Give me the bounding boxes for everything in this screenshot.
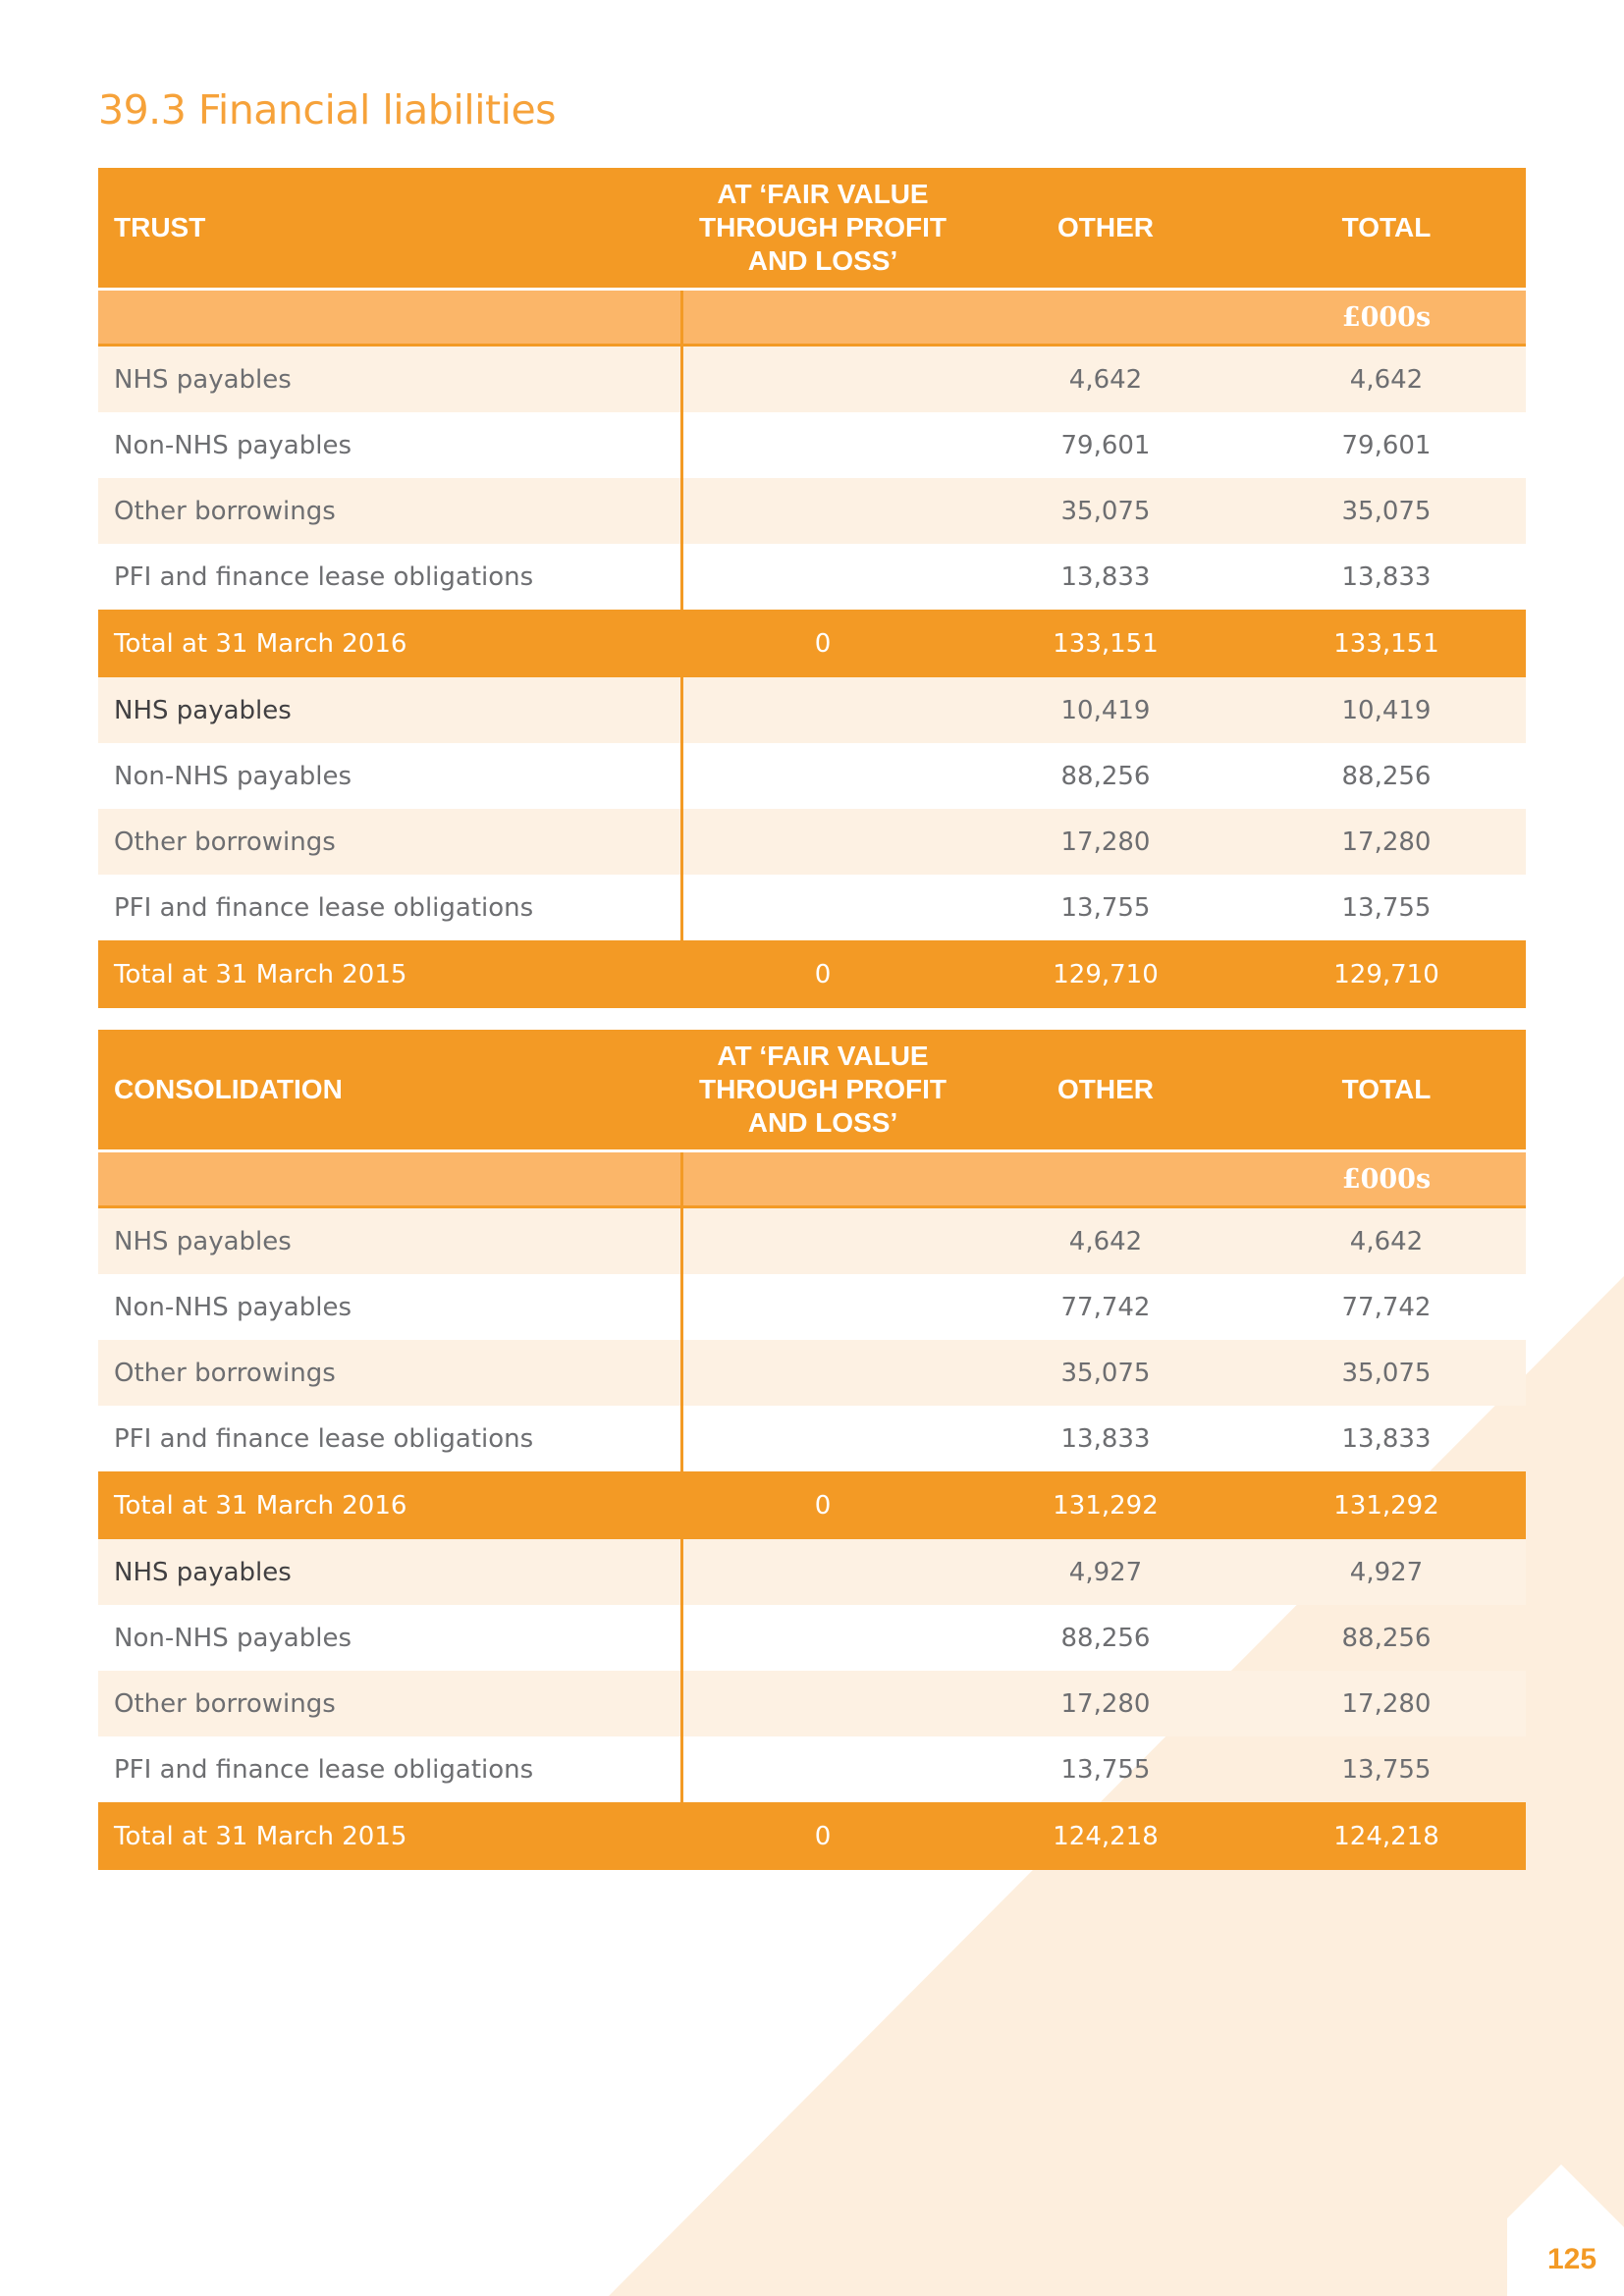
row-label: Other borrowings	[98, 809, 681, 875]
cell-fvtpl	[681, 1274, 964, 1340]
cell-total: 13,833	[1341, 561, 1432, 592]
table-row	[98, 1340, 1526, 1406]
row-label: Non-NHS payables	[114, 1623, 352, 1653]
cell-fvtpl	[681, 875, 964, 940]
unit-row	[98, 290, 1526, 346]
row-label: Non-NHS payables	[114, 1292, 352, 1322]
table-row	[98, 1406, 1526, 1471]
row-label: NHS payables	[98, 346, 681, 413]
table-label: CONSOLIDATION	[98, 1030, 681, 1151]
table-row	[98, 1736, 1526, 1802]
cell-total: 133,151	[1247, 610, 1526, 677]
unit-row	[98, 1151, 1526, 1207]
cell-fvtpl	[681, 1736, 964, 1802]
table-row	[98, 412, 1526, 478]
cell-fvtpl	[681, 412, 964, 478]
section-title: 39.3 Financial liabilities	[98, 86, 557, 133]
cell-total: 35,075	[1247, 1340, 1526, 1406]
cell-fvtpl	[681, 1605, 964, 1671]
trust-table	[98, 168, 1526, 1008]
total-row	[98, 1802, 1526, 1870]
table-row	[98, 677, 1526, 743]
cell-other: 133,151	[964, 610, 1247, 677]
row-label: Total at 31 March 2016	[98, 1471, 681, 1539]
consolidation-table	[98, 1030, 1526, 1870]
col-header-other: OTHER	[964, 168, 1247, 290]
cell-total: 79,601	[1341, 430, 1432, 460]
cell-other: 13,755	[1060, 892, 1151, 923]
total-row	[98, 940, 1526, 1008]
cell-total: 13,755	[1341, 892, 1432, 923]
cell-fvtpl	[681, 544, 964, 610]
row-label: PFI and finance lease obligations	[114, 892, 534, 923]
table-header-row	[98, 168, 1526, 290]
cell-total: 4,927	[1247, 1539, 1526, 1605]
cell-total: 129,710	[1247, 940, 1526, 1008]
total-row	[98, 610, 1526, 677]
col-header-other: OTHER	[964, 1030, 1247, 1151]
cell-fvtpl	[681, 743, 964, 809]
cell-other: 35,075	[964, 478, 1247, 544]
cell-fvtpl	[681, 346, 964, 413]
cell-total: 88,256	[1341, 761, 1432, 791]
row-label: Total at 31 March 2015	[98, 940, 681, 1008]
cell-other: 4,642	[964, 1207, 1247, 1275]
col-header-total: TOTAL	[1247, 1030, 1526, 1151]
cell-other: 17,280	[964, 809, 1247, 875]
row-label: PFI and finance lease obligations	[114, 1423, 534, 1454]
unit-label: £000s	[1247, 1151, 1526, 1207]
row-label: Total at 31 March 2016	[98, 610, 681, 677]
cell-other: 13,833	[1060, 561, 1151, 592]
cell-total: 10,419	[1247, 677, 1526, 743]
row-label: PFI and finance lease obligations	[114, 1754, 534, 1785]
cell-other: 124,218	[964, 1802, 1247, 1870]
table-row	[98, 1539, 1526, 1605]
table-header-row	[98, 1030, 1526, 1151]
cell-fvtpl	[681, 1671, 964, 1736]
cell-total: 17,280	[1247, 809, 1526, 875]
cell-total: 4,642	[1247, 346, 1526, 413]
cell-other: 13,833	[1060, 1423, 1151, 1454]
cell-fvtpl	[681, 478, 964, 544]
table-row	[98, 1274, 1526, 1340]
col-header-fvtpl: AT ‘FAIR VALUE THROUGH PROFIT AND LOSS’	[681, 1030, 964, 1151]
cell-total: 13,833	[1341, 1423, 1432, 1454]
table-row	[98, 809, 1526, 875]
cell-fvtpl: 0	[681, 940, 964, 1008]
cell-other: 4,642	[964, 346, 1247, 413]
cell-fvtpl: 0	[681, 1802, 964, 1870]
table-label: TRUST	[98, 168, 681, 290]
cell-total: 4,642	[1247, 1207, 1526, 1275]
cell-fvtpl	[681, 1207, 964, 1275]
cell-other: 88,256	[1060, 1623, 1151, 1653]
table-row	[98, 544, 1526, 610]
cell-other: 79,601	[1060, 430, 1151, 460]
row-label: Non-NHS payables	[114, 761, 352, 791]
total-row	[98, 1471, 1526, 1539]
unit-label: £000s	[1247, 290, 1526, 346]
cell-total: 77,742	[1341, 1292, 1432, 1322]
cell-other: 88,256	[1060, 761, 1151, 791]
row-label: Other borrowings	[98, 1340, 681, 1406]
cell-other: 4,927	[964, 1539, 1247, 1605]
page-number: 125	[1547, 2243, 1597, 2275]
table-row	[98, 743, 1526, 809]
cell-fvtpl: 0	[681, 610, 964, 677]
row-label: NHS payables	[98, 677, 681, 743]
row-label: Other borrowings	[98, 478, 681, 544]
table-row	[98, 1671, 1526, 1736]
row-label: Other borrowings	[98, 1671, 681, 1736]
cell-total: 88,256	[1341, 1623, 1432, 1653]
row-label: NHS payables	[98, 1207, 681, 1275]
cell-other: 17,280	[964, 1671, 1247, 1736]
table-row	[98, 478, 1526, 544]
cell-fvtpl	[681, 1406, 964, 1471]
row-label: NHS payables	[98, 1539, 681, 1605]
cell-fvtpl	[681, 809, 964, 875]
row-label: Non-NHS payables	[114, 430, 352, 460]
cell-total: 131,292	[1247, 1471, 1526, 1539]
row-label: PFI and finance lease obligations	[114, 561, 534, 592]
row-label: Total at 31 March 2015	[98, 1802, 681, 1870]
cell-other: 13,755	[1060, 1754, 1151, 1785]
cell-other: 131,292	[964, 1471, 1247, 1539]
cell-fvtpl	[681, 1340, 964, 1406]
cell-total: 35,075	[1247, 478, 1526, 544]
cell-other: 10,419	[964, 677, 1247, 743]
table-row	[98, 875, 1526, 940]
cell-total: 17,280	[1247, 1671, 1526, 1736]
table-row	[98, 1605, 1526, 1671]
cell-fvtpl	[681, 1539, 964, 1605]
table-row	[98, 346, 1526, 413]
cell-total: 13,755	[1341, 1754, 1432, 1785]
col-header-total: TOTAL	[1247, 168, 1526, 290]
cell-fvtpl	[681, 677, 964, 743]
cell-other: 35,075	[964, 1340, 1247, 1406]
cell-other: 77,742	[1060, 1292, 1151, 1322]
cell-other: 129,710	[964, 940, 1247, 1008]
cell-total: 124,218	[1247, 1802, 1526, 1870]
cell-fvtpl: 0	[681, 1471, 964, 1539]
table-row	[98, 1207, 1526, 1275]
col-header-fvtpl: AT ‘FAIR VALUE THROUGH PROFIT AND LOSS’	[681, 168, 964, 290]
